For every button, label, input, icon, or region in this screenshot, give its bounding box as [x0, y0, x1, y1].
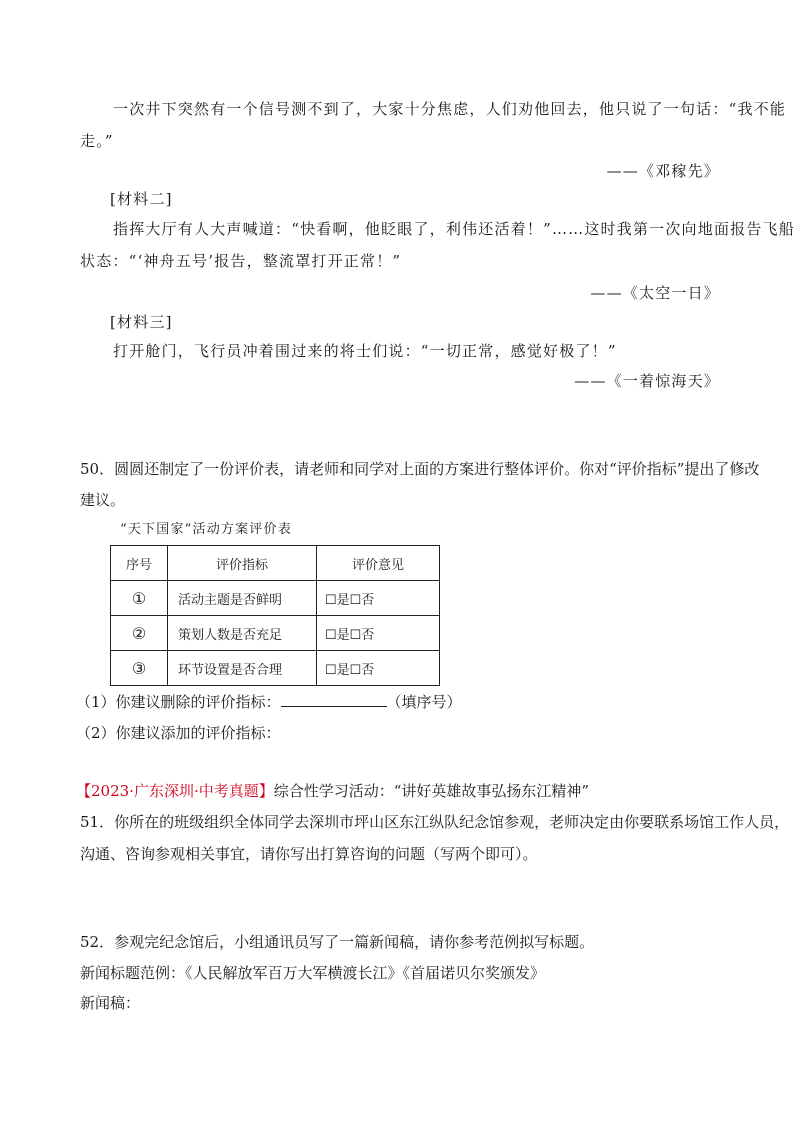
q50-sub1-prefix: （1）你建议删除的评价指标： [76, 693, 281, 711]
q50-sub2: （2）你建议添加的评价指标： [76, 724, 281, 742]
material3-line1: 打开舱门，飞行员冲着围过来的将士们说：“一切正常，感觉好极了！” [113, 342, 617, 360]
exam-source-tag: 【2023·广东深圳·中考真题】 [76, 782, 274, 800]
row-no: ① [111, 581, 168, 616]
row-indicator: 策划人数是否充足 [168, 616, 317, 651]
q50-sub1 [76, 694, 462, 710]
material2-line1: 指挥大厅有人大声喊道：“快看啊，他眨眼了，利伟还活着！”……这时我第一次向地面报告飞船 [113, 220, 795, 238]
answer-blank[interactable] [281, 694, 387, 707]
q51-line1: 51．你所在的班级组织全体同学去深圳市坪山区东江纵队纪念馆参观，老师决定由你要联系场馆工作人员， [80, 813, 790, 831]
material3-source: ——《一着惊海天》 [574, 372, 720, 390]
row-no: ② [111, 616, 168, 651]
material1-line2: 走。” [80, 132, 114, 150]
q52-line3: 新闻稿： [80, 994, 141, 1012]
material2-line2: 状态：“‘神舟五号’报告，整流罩打开正常！” [80, 252, 402, 270]
evaluation-table [110, 545, 440, 686]
row-opinion: ☐是☐否 [317, 616, 440, 651]
section-title: 综合性学习活动：“讲好英雄故事弘扬东江精神” [273, 782, 590, 800]
header-no: 序号 [111, 546, 168, 581]
q50-sub1-suffix: （填序号） [386, 693, 462, 711]
material1-line1: 一次井下突然有一个信号测不到了，大家十分焦虑，人们劝他回去，他只说了一句话：“我不能 [113, 100, 787, 118]
q52-line1: 52．参观完纪念馆后，小组通讯员写了一篇新闻稿，请你参考范例拟写标题。 [80, 933, 595, 951]
q51-line2: 沟通、咨询参观相关事宜，请你写出打算咨询的问题（写两个即可）。 [80, 845, 538, 863]
row-indicator: 环节设置是否合理 [168, 651, 317, 686]
row-no: ③ [111, 651, 168, 686]
table-row [111, 581, 440, 616]
q50-line1: 50．圆圆还制定了一份评价表，请老师和同学对上面的方案进行整体评价。你对“评价指标”提出了修改 [80, 460, 760, 478]
section-header [76, 784, 589, 799]
material2-label: [材料二] [110, 190, 173, 208]
table-header-row [111, 546, 440, 581]
row-opinion: ☐是☐否 [317, 651, 440, 686]
table-row [111, 616, 440, 651]
header-indicator: 评价指标 [168, 546, 317, 581]
material3-label: [材料三] [110, 313, 173, 331]
q52-line2: 新闻标题范例：《人民解放军百万大军横渡长江》《首届诺贝尔奖颁发》 [80, 964, 546, 982]
table-title: “天下国家”活动方案评价表 [120, 522, 292, 537]
row-indicator: 活动主题是否鲜明 [168, 581, 317, 616]
table-row [111, 651, 440, 686]
row-opinion: ☐是☐否 [317, 581, 440, 616]
q50-line2: 建议。 [80, 491, 126, 509]
header-opinion: 评价意见 [317, 546, 440, 581]
material2-source: ——《太空一日》 [590, 284, 720, 302]
material1-source: ——《邓稼先》 [606, 162, 720, 180]
